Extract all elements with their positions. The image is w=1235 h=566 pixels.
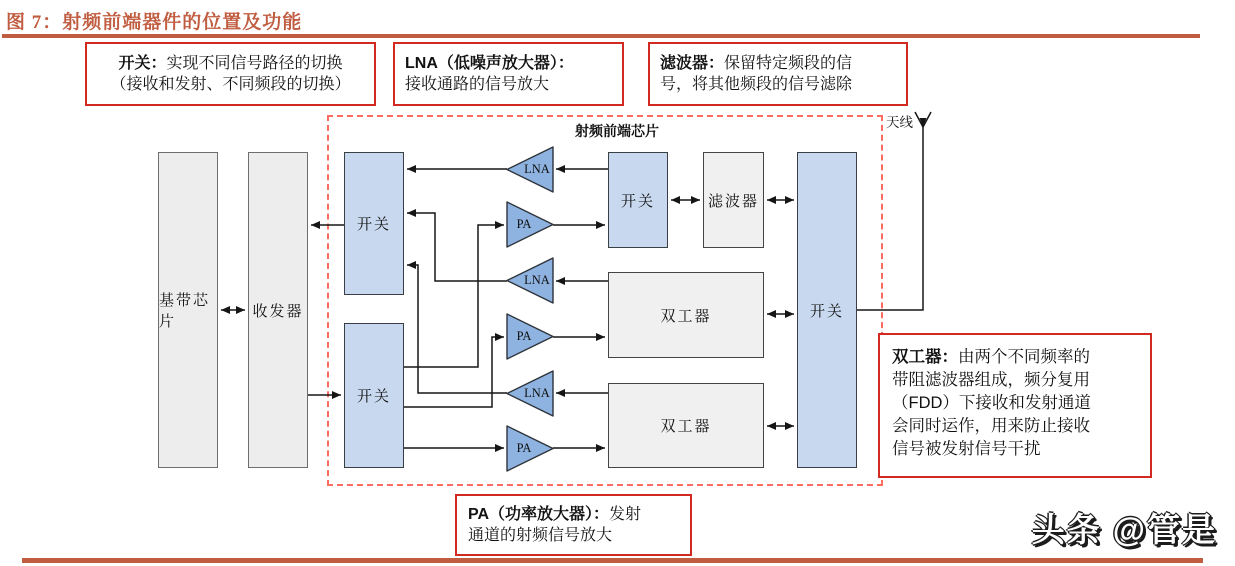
callout-duplexer-line4: 会同时运作，用来防止接收 — [892, 417, 1090, 435]
callout-switch — [85, 42, 376, 106]
figure-title: 图 7：射频前端器件的位置及功能 — [6, 12, 303, 33]
duplexer-box-2: 双工器 — [608, 383, 764, 468]
transceiver-box: 收发器 — [248, 152, 308, 468]
antenna-switch-box: 开关 — [797, 152, 857, 468]
callout-switch-line1: 开关：实现不同信号路径的切换 — [118, 55, 343, 72]
callout-duplexer-line1: 双工器：由两个不同频率的 — [892, 348, 1090, 366]
rffe-chip-label: 射频前端芯片 — [575, 123, 659, 139]
callout-duplexer-line3: （FDD）下接收和发射通道 — [892, 394, 1091, 412]
callout-pa — [455, 494, 692, 556]
lna3-label: LNA — [524, 386, 550, 400]
pa2-label: PA — [516, 329, 532, 343]
callout-pa-line2: 通道的射频信号放大 — [468, 527, 613, 544]
callout-switch-line2: （接收和发射、不同频段的切换） — [110, 76, 351, 93]
band-switch-box: 开关 — [608, 152, 668, 248]
baseband-chip-box: 基带芯片 — [158, 152, 218, 468]
callout-filter-line2: 号，将其他频段的信号滤除 — [660, 76, 853, 93]
callout-filter — [648, 42, 908, 106]
tx-switch-box: 开关 — [344, 323, 404, 468]
callout-filter-line1: 滤波器：保留特定频段的信 — [660, 55, 853, 72]
callout-lna — [393, 42, 624, 106]
callout-duplexer-line2: 带阻滤波器组成，频分复用 — [892, 371, 1090, 389]
antenna-icon — [915, 112, 931, 127]
lna2-label: LNA — [524, 273, 550, 287]
duplexer-box-1: 双工器 — [608, 272, 764, 358]
watermark: 头条 @管是 — [1031, 511, 1217, 548]
pa3-label: PA — [516, 441, 532, 455]
antenna-wire — [857, 127, 923, 310]
callout-pa-line1: PA（功率放大器）：发射 — [468, 506, 642, 523]
antenna-label: 天线 — [886, 115, 913, 130]
filter-box: 滤波器 — [703, 152, 764, 248]
callout-duplexer-line5: 信号被发射信号干扰 — [892, 440, 1041, 458]
callout-lna-line2: 接收通路的信号放大 — [405, 76, 550, 93]
callout-lna-line1: LNA（低噪声放大器）： — [405, 55, 574, 72]
lna1-label: LNA — [524, 162, 550, 176]
pa1-label: PA — [516, 217, 532, 231]
callout-duplexer — [878, 333, 1152, 478]
rx-switch-box: 开关 — [344, 152, 404, 295]
